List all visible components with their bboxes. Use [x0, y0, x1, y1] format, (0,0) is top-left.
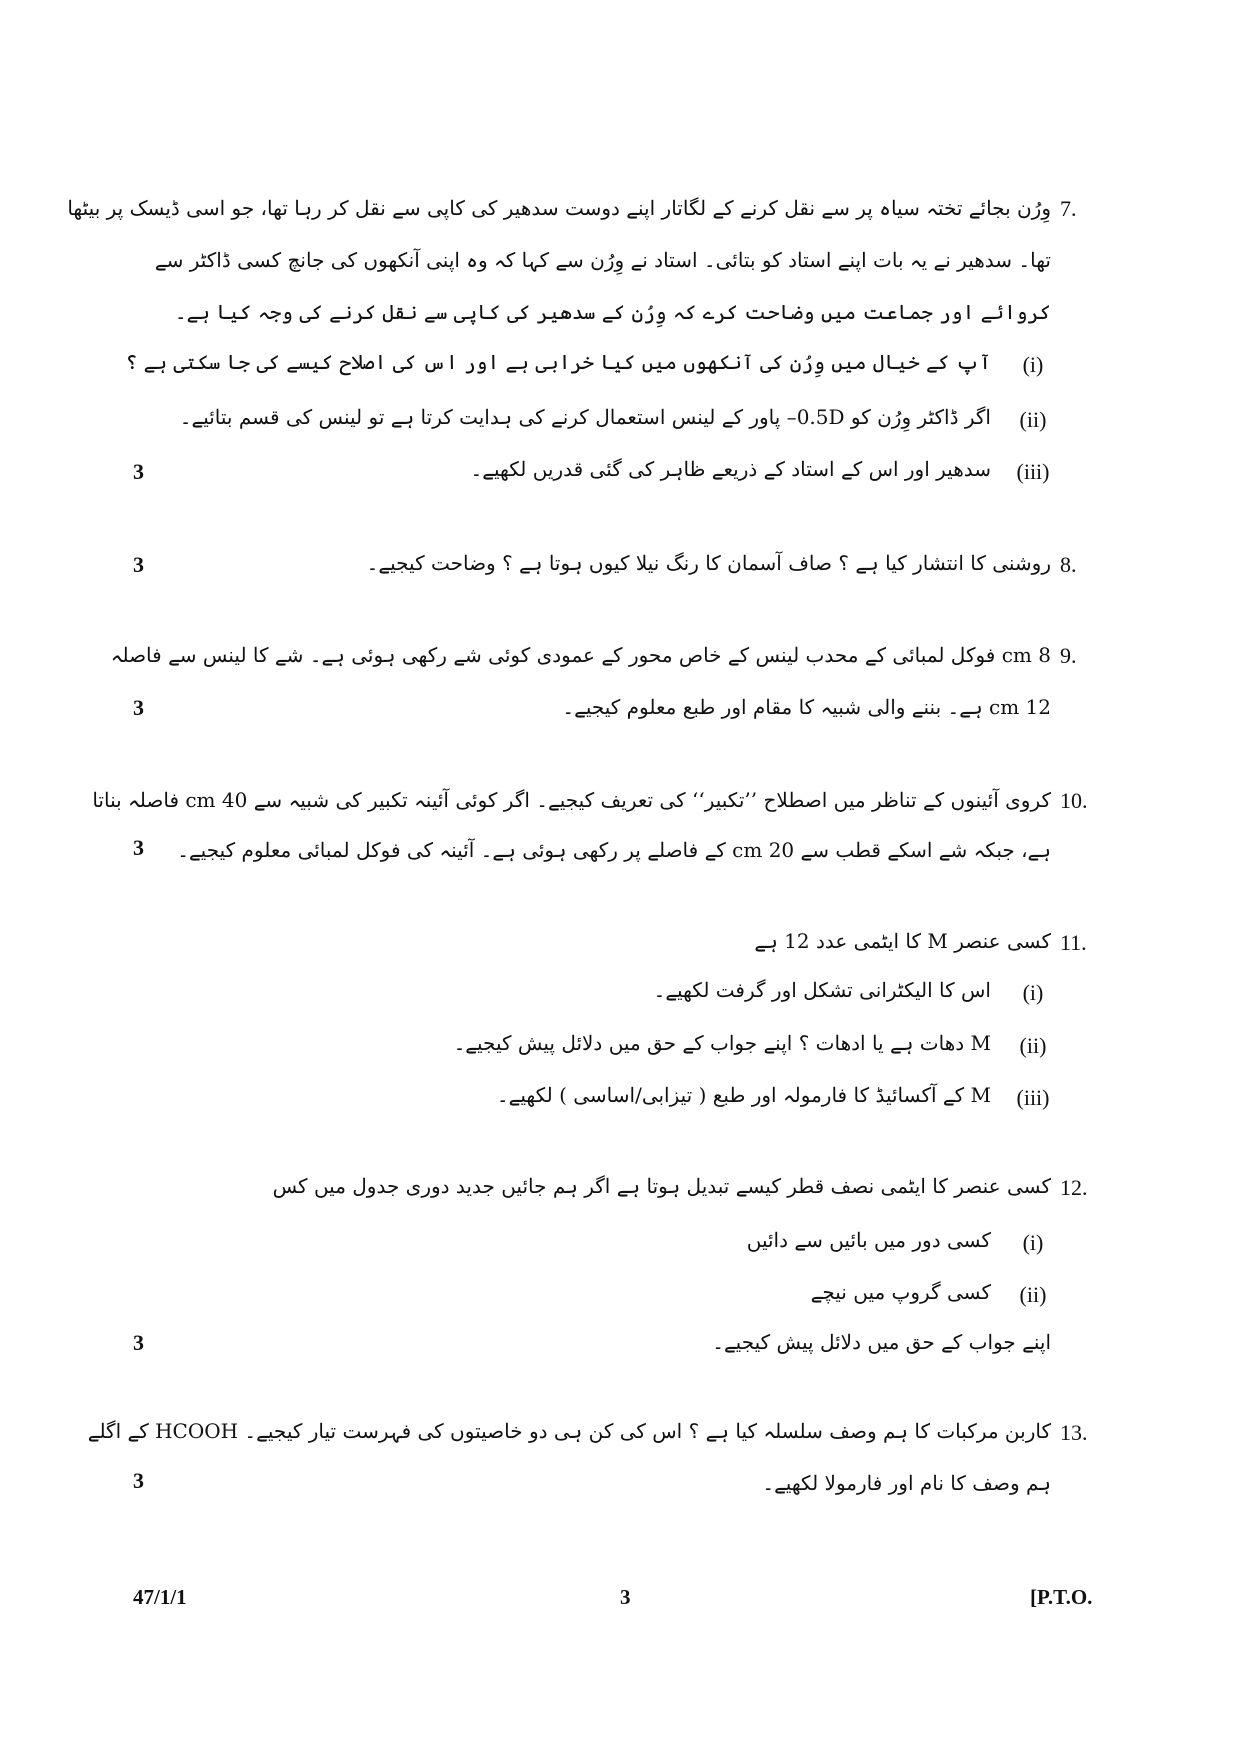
sub-question-label: (i): [1022, 352, 1044, 377]
question-closing-line: اپنے جواب کے حق میں دلائل پیش کیجیے۔: [712, 1330, 1051, 1354]
sub-question-text: آپ کے خیال میں وِرُن کی آنکھوں میں کیا خرابی ہے اور اس کی اصلاح کیسے کی جا سکتی ہے ؟: [125, 350, 991, 374]
question-text-line: کروی آئینوں کے تناظر میں اصطلاح ’’تکبیر‘‘ کی تعریف کیجیے۔ اگر کوئی آئینہ تکبیر کی شبیہ سے 40 cm فاصلہ بناتا: [92, 788, 1051, 812]
sub-question-label: (i): [1022, 980, 1044, 1005]
sub-question-text: اس کا الیکٹرانی تشکل اور گرفت لکھیے۔: [653, 978, 991, 1002]
question-text-line: کروائے اور جماعت میں وضاحت کرے کہ وِرُن کے سدھیر کی کاپی سے نقل کرنے کی وجہ کیا ہے۔: [174, 300, 1051, 324]
question-number: 10.: [1060, 788, 1088, 813]
question-text-line: روشنی کا انتشار کیا ہے ؟ صاف آسمان کا رنگ نیلا کیوں ہوتا ہے ؟ وضاحت کیجیے۔: [366, 551, 1051, 575]
paper-code: 47/1/1: [133, 1585, 187, 1609]
sub-question-label: (ii): [1019, 1282, 1047, 1307]
marks: 3: [133, 835, 144, 860]
page-number: 3: [620, 1585, 631, 1609]
question-number: 9.: [1060, 643, 1077, 668]
marks: 3: [133, 552, 144, 577]
sub-question-label: (ii): [1019, 1033, 1047, 1058]
sub-question-text: کسی دور میں بائیں سے دائیں: [746, 1228, 991, 1252]
question-number: 13.: [1060, 1420, 1088, 1445]
marks: 3: [133, 695, 144, 720]
sub-question-label: (ii): [1019, 407, 1047, 432]
question-text-line: 12 cm ہے۔ بننے والی شبیہ کا مقام اور طبع معلوم کیجیے۔: [562, 695, 1051, 719]
sub-question-text: اگر ڈاکٹر وِرُن کو 0.5D– پاور کے لینس استعمال کرنے کی ہدایت کرتا ہے تو لینس کی قسم بتائیے۔: [179, 405, 991, 429]
pto-label: [P.T.O.: [1030, 1585, 1093, 1609]
marks: 3: [133, 1330, 144, 1355]
question-text-line: کسی عنصر کا ایٹمی نصف قطر کیسے تبدیل ہوتا ہے اگر ہم جائیں جدید دوری جدول میں کس: [272, 1174, 1051, 1198]
question-number: 12.: [1060, 1175, 1088, 1200]
question-text-line: کاربن مرکبات کا ہم وصف سلسلہ کیا ہے ؟ اس کی کن ہی دو خاصیتوں کی فہرست تیار کیجیے۔ HCOOH کے اگلے: [87, 1419, 1051, 1443]
sub-question-text: کسی گروپ میں نیچے: [810, 1280, 991, 1304]
question-text-line: 8 cm فوکل لمبائی کے محدب لینس کے خاص محور کے عمودی کوئی شے رکھی ہوئی ہے۔ شے کا لینس سے فاصلہ: [110, 643, 1051, 667]
question-number: 7.: [1060, 196, 1077, 221]
marks: 3: [133, 1468, 144, 1493]
question-text-line: ہم وصف کا نام اور فارمولا لکھیے۔: [762, 1471, 1051, 1495]
sub-question-text: M دھات ہے یا ادھات ؟ اپنے جواب کے حق میں دلائل پیش کیجیے۔: [453, 1031, 991, 1055]
marks: 3: [133, 459, 144, 484]
question-text-line: تھا۔ سدھیر نے یہ بات اپنے استاد کو بتائی۔ استاد نے وِرُن سے کہا کہ وہ اپنی آنکھوں کی جانچ کسی ڈاکٹر سے: [154, 248, 1051, 272]
question-number: 8.: [1060, 552, 1077, 577]
sub-question-label: (iii): [1016, 1085, 1050, 1110]
question-text-line: کسی عنصر M کا ایٹمی عدد 12 ہے: [754, 929, 1051, 953]
sub-question-label: (iii): [1016, 459, 1050, 484]
sub-question-label: (i): [1022, 1230, 1044, 1255]
sub-question-text: سدھیر اور اس کے استاد کے ذریعے ظاہر کی گئی قدریں لکھیے۔: [470, 457, 991, 481]
question-text-line: ہے، جبکہ شے اسکے قطب سے 20 cm کے فاصلے پر رکھی ہوئی ہے۔ آئینہ کی فوکل لمبائی معلوم کیجیے۔: [177, 838, 1051, 862]
question-text-line: وِرُن بجائے تختہ سیاہ پر سے نقل کرنے کے لگاتار اپنے دوست سدھیر کی کاپی سے نقل کر رہا تھا، جو اسی ڈیسک پر بیٹھا: [67, 196, 1051, 220]
question-number: 11.: [1060, 930, 1087, 955]
sub-question-text: M کے آکسائیڈ کا فارمولہ اور طبع ( تیزابی/اساسی ) لکھیے۔: [496, 1083, 991, 1107]
